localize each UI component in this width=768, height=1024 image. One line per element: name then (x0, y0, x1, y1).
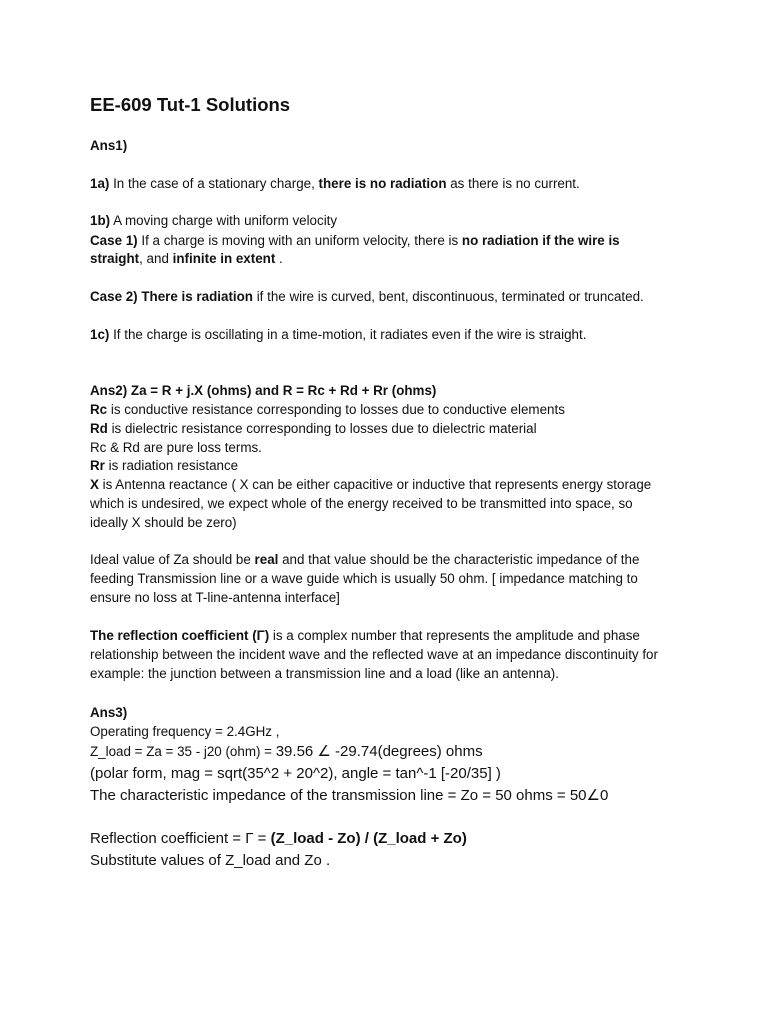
answer-1a: 1a) In the case of a stationary charge, there is no radiation as there is no current. (90, 176, 580, 191)
characteristic-impedance: The characteristic impedance of the transmission line = Zo = 50 ohms = 50∠0 (90, 787, 609, 804)
ans2-heading: Ans2) Za = R + j.X (ohms) and R = Rc + Rd + Rr (ohms) (90, 383, 437, 398)
ideal-za-line-1: Ideal value of Za should be real and that value should be the characteristic impedance of the (90, 552, 640, 567)
x-definition-line-1: X is Antenna reactance ( X can be either capacitive or inductive that represents energy storage (90, 477, 652, 492)
answer-1c: 1c) If the charge is oscillating in a time-motion, it radiates even if the wire is straight. (90, 327, 587, 342)
ideal-za-line-3: ensure no loss at T-line-antenna interface] (90, 590, 340, 605)
rd-definition: Rd is dielectric resistance corresponding to losses due to dielectric material (90, 421, 537, 436)
x-definition-line-3: ideally X should be zero) (90, 515, 237, 530)
ans3-heading: Ans3) (90, 705, 128, 720)
page-title: EE-609 Tut-1 Solutions (90, 94, 291, 115)
rc-definition: Rc is conductive resistance corresponding to losses due to conductive elements (90, 402, 565, 417)
answer-1b: 1b) A moving charge with uniform velocity (90, 213, 338, 228)
ans1-heading: Ans1) (90, 138, 128, 153)
rr-definition: Rr is radiation resistance (90, 458, 239, 473)
case-1-line-2: straight, and infinite in extent . (90, 251, 283, 266)
reflection-coefficient-formula: Reflection coefficient = Γ = (Z_load - Zo) / (Z_load + Zo) (90, 830, 467, 847)
x-definition-line-2: which is undesired, we expect whole of the energy received to be transmitted into space, so (90, 496, 633, 511)
substitute-values: Substitute values of Z_load and Zo . (90, 852, 331, 869)
reflection-line-2: relationship between the incident wave and the reflected wave at an impedance discontinuity for (90, 647, 658, 662)
z-load: Z_load = Za = 35 - j20 (ohm) = 39.56 ∠ -29.74(degrees) ohms (90, 743, 483, 760)
loss-terms: Rc & Rd are pure loss terms. (90, 440, 262, 455)
case-1-line-1: Case 1) If a charge is moving with an uniform velocity, there is no radiation if the wire is (90, 233, 620, 248)
operating-frequency: Operating frequency = 2.4GHz , (90, 724, 280, 739)
case-2: Case 2) There is radiation if the wire is curved, bent, discontinuous, terminated or truncated. (90, 289, 644, 304)
polar-form: (polar form, mag = sqrt(35^2 + 20^2), angle = tan^-1 [-20/35] ) (90, 765, 501, 782)
reflection-line-3: example: the junction between a transmission line and a load (like an antenna). (90, 666, 559, 681)
reflection-line-1: The reflection coefficient (Γ) is a complex number that represents the amplitude and phase (90, 628, 640, 643)
ideal-za-line-2: feeding Transmission line or a wave guide which is usually 50 ohm. [ impedance matching to (90, 571, 638, 586)
